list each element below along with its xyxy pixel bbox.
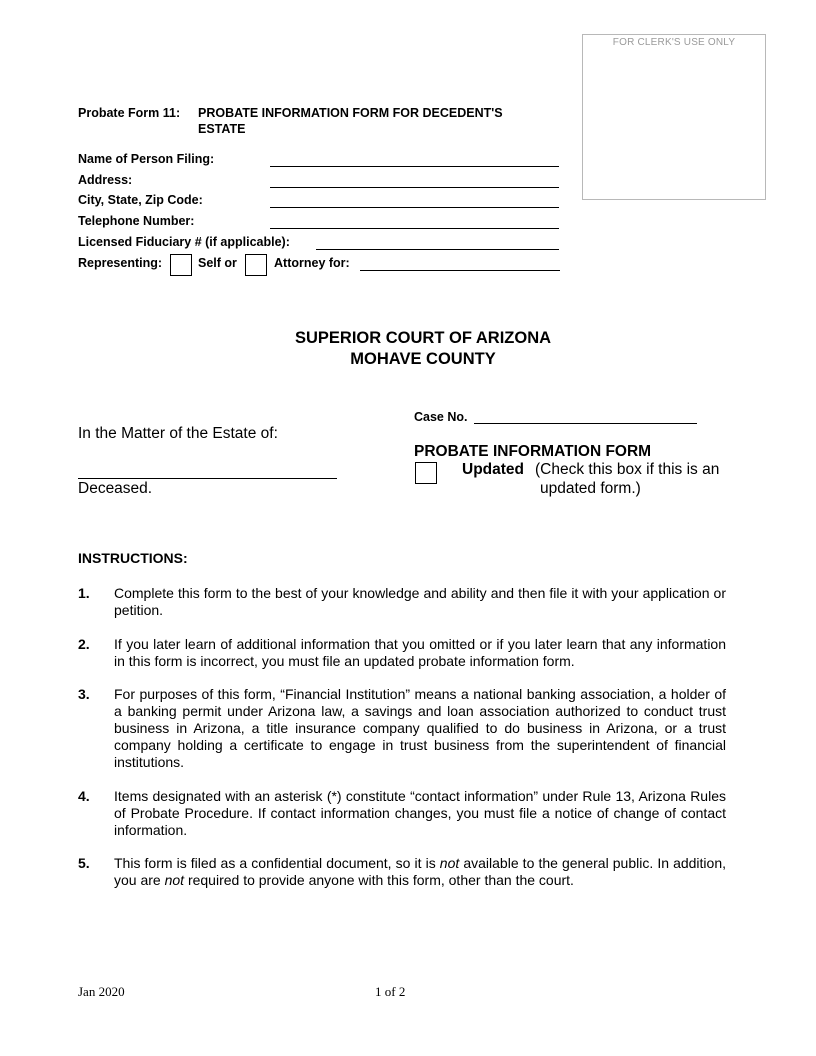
attorney-checkbox[interactable] [245, 254, 267, 276]
attorney-field[interactable] [360, 270, 560, 271]
updated-checkbox[interactable] [415, 462, 437, 484]
city-field[interactable] [270, 207, 559, 208]
item5-text: This form is filed as a confidential document, so it is [114, 855, 440, 871]
decedent-name-field[interactable] [78, 478, 337, 479]
phone-field[interactable] [270, 228, 559, 229]
footer-date: Jan 2020 [78, 984, 125, 999]
instructions-title: INSTRUCTIONS: [78, 550, 188, 566]
item-number: 4. [78, 788, 90, 804]
form-title-line1: PROBATE INFORMATION FORM FOR DECEDENT'S [198, 106, 503, 120]
address-label: Address: [78, 173, 133, 187]
instruction-item-5 [114, 855, 726, 889]
name-field[interactable] [270, 166, 559, 167]
updated-label: Updated [462, 461, 524, 478]
city-label: City, State, Zip Code: [78, 193, 203, 207]
updated-note-line1: (Check this box if this is an [535, 461, 720, 478]
representing-label: Representing: [78, 256, 163, 270]
matter-label: In the Matter of the Estate of: [78, 425, 278, 442]
instruction-item-4: Items designated with an asterisk (*) constitute “contact information” under Rule 13, Arizona Rules of Probate Procedure. If contact information changes, you must file a notice of change of contact information. [114, 788, 726, 838]
instruction-item-3: For purposes of this form, “Financial Institution” means a national banking association, a holder of a banking permit under Arizona law, a savings and loan association authorized to conduct trust business in Arizona, a title insurance company qualified to do business in Arizona, or a trust company holding a certificate to engage in trust business from the superintendent of financial institutions. [114, 686, 726, 770]
case-number-field[interactable] [474, 423, 697, 424]
case-number-label: Case No. [414, 410, 468, 424]
deceased-label: Deceased. [78, 480, 153, 497]
updated-note-line2: updated form.) [540, 480, 641, 497]
item5-text: available to the general public. In addition, you are [114, 855, 727, 888]
fiduciary-label: Licensed Fiduciary # (if applicable): [78, 235, 290, 249]
self-label: Self or [198, 256, 237, 270]
item-number: 5. [78, 855, 90, 871]
self-checkbox[interactable] [170, 254, 192, 276]
instruction-item-2: If you later learn of additional information that you omitted or if you later learn that any information in this form is incorrect, you must file an updated probate information form. [114, 636, 726, 669]
item5-emphasis: not [439, 855, 460, 871]
instruction-item-1: Complete this form to the best of your knowledge and ability and then file it with your application or petition. [114, 585, 726, 618]
clerk-use-box [582, 34, 766, 200]
address-field[interactable] [270, 187, 559, 188]
form-title-line2: ESTATE [198, 122, 246, 136]
form-name: PROBATE INFORMATION FORM [414, 443, 652, 460]
item5-emphasis: not [164, 872, 185, 888]
item-number: 3. [78, 686, 90, 702]
fiduciary-field[interactable] [316, 249, 559, 250]
item5-text: required to provide anyone with this form, other than the court. [184, 872, 574, 888]
phone-label: Telephone Number: [78, 214, 195, 228]
clerk-use-label: FOR CLERK'S USE ONLY [612, 37, 736, 48]
item-number: 2. [78, 636, 90, 652]
name-label: Name of Person Filing: [78, 152, 215, 166]
page-number: 1 of 2 [375, 984, 406, 999]
court-name: SUPERIOR COURT OF ARIZONA [294, 329, 552, 347]
attorney-label: Attorney for: [274, 256, 350, 270]
form-number: Probate Form 11: [78, 106, 181, 120]
court-county: MOHAVE COUNTY [350, 350, 496, 368]
item-number: 1. [78, 585, 90, 601]
